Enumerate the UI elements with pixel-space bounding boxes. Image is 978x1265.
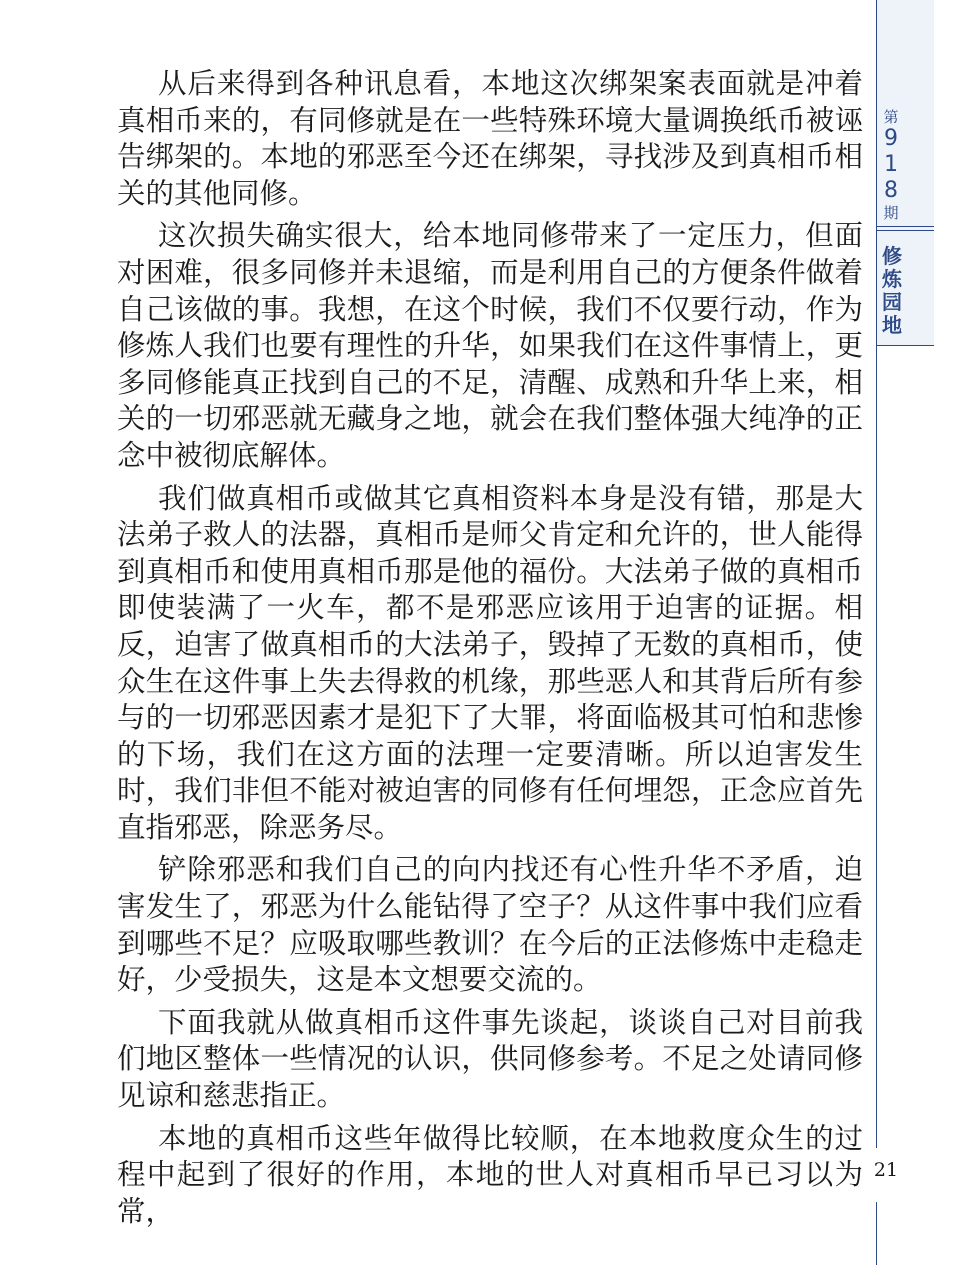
section-title xyxy=(878,245,906,337)
issue-suffix: 期 xyxy=(883,204,899,222)
paragraph-3: 我们做真相币或做其它真相资料本身是没有错，那是大法弟子救人的法器，真相币是师父肯定和允许的，世人能得到真相币和使用真相币那是他的福份。大法弟子做的真相币即使装满了一火车，都不是邪恶应该用于迫害的证据。相反，迫害了做真相币的大法弟子，毁掉了无数的真相币，使众生在这件事上失去得救的机缘，那些恶人和其背后所有参与的一切邪恶因素才是犯下了大罪，将面临极其可怕和悲惨的下场，我们在这方面的法理一定要清晰。所以迫害发生时，我们非但不能对被迫害的同修有任何埋怨，正念应首先直指邪恶，除恶务尽。 xyxy=(117,481,863,844)
paragraph-4: 铲除邪恶和我们自己的向内找还有心性升华不矛盾，迫害发生了，邪恶为什么能钻得了空子？从这件事中我们应看到哪些不足？应吸取哪些教训？在今后的正法修炼中走稳走好，少受损失，这是本文想要交流的。 xyxy=(117,853,863,997)
article-body xyxy=(117,66,863,1230)
section-char: 修 xyxy=(882,244,902,268)
sidebar-divider-3 xyxy=(876,345,934,346)
issue-digit: 9 xyxy=(884,126,898,151)
sidebar-divider-1 xyxy=(876,226,934,227)
issue-digit: 8 xyxy=(884,178,898,203)
paragraph-5: 下面我就从做真相币这件事先谈起，谈谈自己对目前我们地区整体一些情况的认识，供同修参考。不足之处请同修见谅和慈悲指正。 xyxy=(117,1005,863,1113)
issue-digit: 1 xyxy=(884,152,898,177)
section-char: 园 xyxy=(882,290,902,314)
issue-number xyxy=(876,108,906,222)
paragraph-1: 从后来得到各种讯息看，本地这次绑架案表面就是冲着真相币来的，有同修就是在一些特殊环境大量调换纸币被诬告绑架的。本地的邪恶至今还在绑架，寻找涉及到真相币相关的其他同修。 xyxy=(117,67,863,210)
paragraph-6: 本地的真相币这些年做得比较顺，在本地救度众生的过程中起到了很好的作用，本地的世人对真相币早已习以为常， xyxy=(117,1121,863,1228)
right-sidebar xyxy=(876,0,934,1265)
page-number: 21 xyxy=(873,1159,899,1181)
paragraph-2: 这次损失确实很大，给本地同修带来了一定压力，但面对困难，很多同修并未退缩，而是利用自己的方便条件做着自己该做的事。我想，在这个时候，我们不仅要行动，作为修炼人我们也要有理性的升华，如果我们在这件事情上，更多同修能真正找到自己的不足，清醒、成熟和升华上来，相关的一切邪恶就无藏身之地，就会在我们整体强大纯净的正念中被彻底解体。 xyxy=(117,219,863,472)
sidebar-divider-2 xyxy=(876,230,934,231)
section-char: 地 xyxy=(882,313,902,337)
issue-digits xyxy=(876,126,906,204)
sidebar-vertical-rule-lower xyxy=(876,1202,877,1265)
section-char: 炼 xyxy=(882,267,902,291)
issue-prefix: 第 xyxy=(883,108,899,126)
